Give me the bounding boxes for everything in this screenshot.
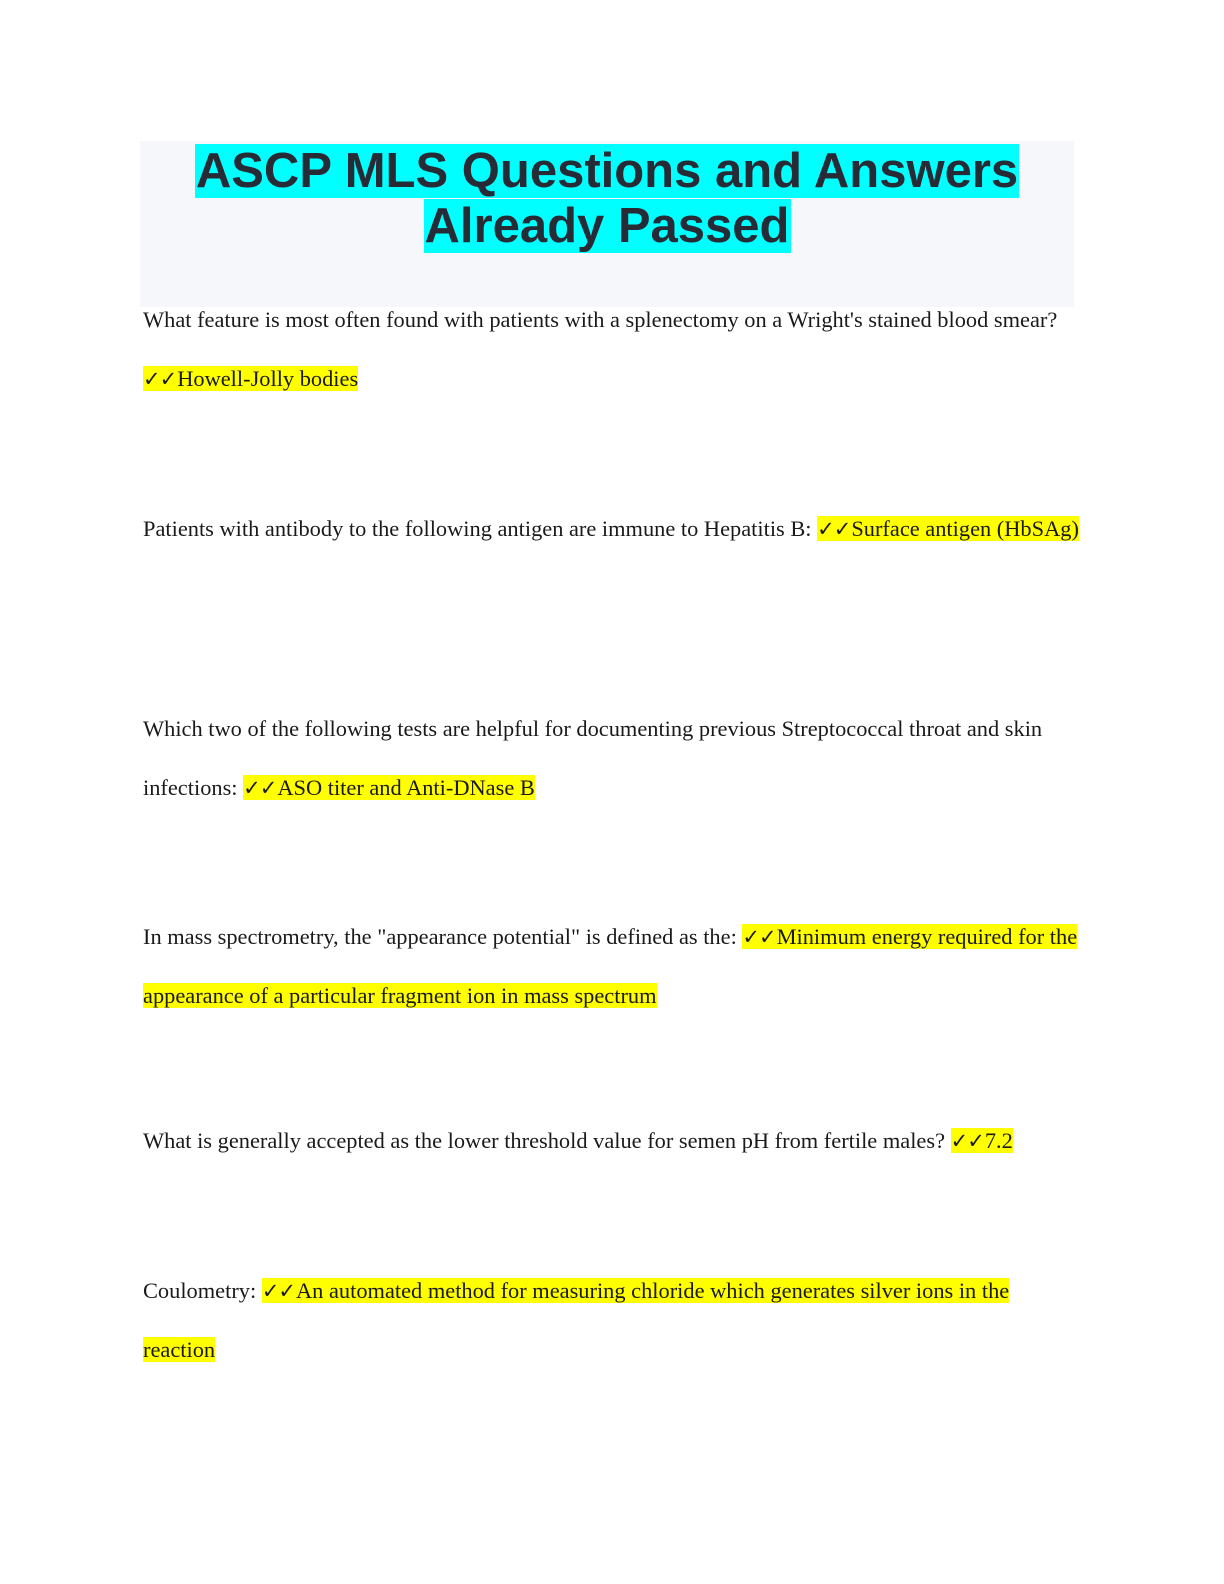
qa-item-4 (143, 908, 1083, 1025)
qa-item-2 (143, 500, 1083, 559)
question-text: What feature is most often found with patients with a splenectomy on a Wright's stained blood smear? (143, 307, 1058, 332)
document-title-line-1: ASCP MLS Questions and Answers (195, 144, 1019, 198)
qa-item-5 (143, 1112, 1083, 1171)
answer-text: An automated method for measuring chloride which generates silver ions in the reaction (143, 1278, 1010, 1362)
answer-highlight (143, 366, 358, 391)
double-check-icon: ✓✓ (817, 517, 851, 541)
answer-highlight (143, 1278, 1009, 1362)
answer-text: Minimum energy required for the appearance of a particular fragment ion in mass spectrum (143, 924, 1078, 1008)
answer-highlight (243, 775, 535, 800)
answer-highlight (817, 516, 1079, 541)
qa-item-1 (143, 291, 1083, 408)
document-title-line-2: Already Passed (424, 199, 790, 253)
qa-item-3 (143, 700, 1083, 817)
answer-text: Surface antigen (HbSAg) (851, 516, 1079, 541)
question-text: Which two of the following tests are helpful for documenting previous Streptococcal throat and skin infections: (143, 716, 1043, 800)
answer-text: ASO titer and Anti-DNase B (277, 774, 535, 800)
answer-highlight (951, 1128, 1013, 1153)
question-text: What is generally accepted as the lower threshold value for semen pH from fertile males? (143, 1128, 946, 1153)
double-check-icon: ✓✓ (143, 366, 177, 391)
double-check-icon: ✓✓ (950, 1129, 984, 1153)
qa-item-6 (143, 1262, 1083, 1379)
double-check-icon: ✓✓ (742, 925, 776, 949)
double-check-icon: ✓✓ (243, 775, 277, 800)
question-text: Patients with antibody to the following antigen are immune to Hepatitis B: (143, 516, 812, 541)
answer-text: 7.2 (984, 1128, 1013, 1153)
double-check-icon: ✓✓ (261, 1279, 296, 1303)
question-text: In mass spectrometry, the "appearance potential" is defined as the: (143, 924, 737, 949)
document-title-block (140, 141, 1074, 307)
answer-text: Howell-Jolly bodies (177, 365, 359, 391)
question-text: Coulometry: (143, 1278, 257, 1303)
